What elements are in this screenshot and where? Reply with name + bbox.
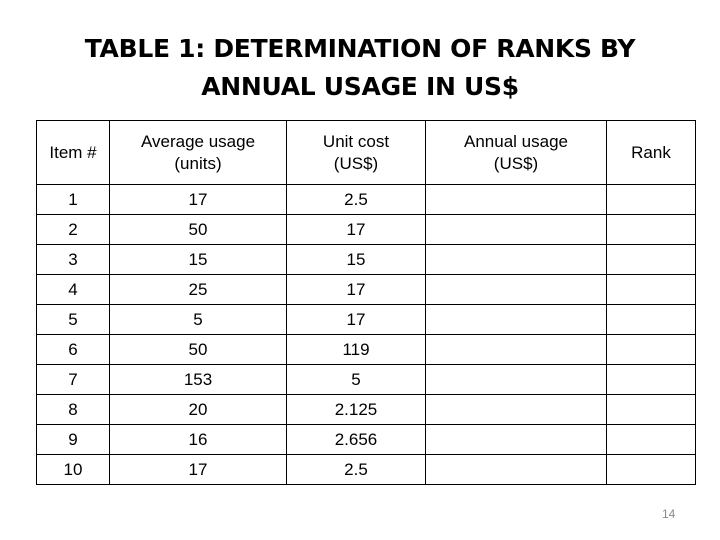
ranks-table — [36, 120, 696, 485]
cell-rank — [607, 275, 696, 305]
cell-average-usage: 50 — [110, 335, 287, 365]
table-row — [37, 305, 696, 335]
table-row — [37, 425, 696, 455]
cell-unit-cost: 119 — [287, 335, 426, 365]
cell-unit-cost: 2.5 — [287, 455, 426, 485]
cell-annual-usage — [426, 245, 607, 275]
header-annual-usage-line-1: Annual usage — [464, 131, 568, 151]
header-item-number — [37, 121, 110, 185]
cell-annual-usage — [426, 455, 607, 485]
cell-item-number: 4 — [37, 275, 110, 305]
cell-annual-usage — [426, 395, 607, 425]
page-number: 14 — [662, 507, 676, 521]
header-average-usage-line-1: Average usage — [140, 131, 256, 151]
cell-item-number: 6 — [37, 335, 110, 365]
header-annual-usage — [426, 121, 607, 185]
cell-unit-cost: 17 — [287, 275, 426, 305]
cell-rank — [607, 185, 696, 215]
table-row — [37, 275, 696, 305]
cell-rank — [607, 245, 696, 275]
cell-annual-usage — [426, 305, 607, 335]
header-average-usage-line-2: (units) — [174, 153, 222, 173]
cell-unit-cost: 2.656 — [287, 425, 426, 455]
cell-rank — [607, 215, 696, 245]
cell-item-number: 1 — [37, 185, 110, 215]
cell-item-number: 9 — [37, 425, 110, 455]
header-unit-cost-line-1: Unit cost — [322, 131, 390, 151]
cell-rank — [607, 395, 696, 425]
cell-annual-usage — [426, 425, 607, 455]
cell-average-usage: 17 — [110, 455, 287, 485]
cell-rank — [607, 425, 696, 455]
header-rank — [607, 121, 696, 185]
cell-item-number: 10 — [37, 455, 110, 485]
header-unit-cost-line-2: (US$) — [333, 153, 379, 173]
header-average-usage — [110, 121, 287, 185]
header-rank-label: Rank — [631, 142, 671, 162]
cell-annual-usage — [426, 275, 607, 305]
cell-item-number: 7 — [37, 365, 110, 395]
cell-unit-cost: 17 — [287, 305, 426, 335]
cell-unit-cost: 17 — [287, 215, 426, 245]
cell-unit-cost: 15 — [287, 245, 426, 275]
cell-average-usage: 15 — [110, 245, 287, 275]
cell-rank — [607, 305, 696, 335]
cell-average-usage: 50 — [110, 215, 287, 245]
cell-annual-usage — [426, 365, 607, 395]
table-row — [37, 395, 696, 425]
cell-average-usage: 17 — [110, 185, 287, 215]
table-row — [37, 185, 696, 215]
cell-rank — [607, 365, 696, 395]
table-row — [37, 245, 696, 275]
header-unit-cost — [287, 121, 426, 185]
cell-rank — [607, 335, 696, 365]
cell-item-number: 2 — [37, 215, 110, 245]
table-row — [37, 215, 696, 245]
cell-item-number: 3 — [37, 245, 110, 275]
header-item-number-label: Item # — [49, 142, 97, 162]
table-row — [37, 455, 696, 485]
cell-average-usage: 16 — [110, 425, 287, 455]
cell-rank — [607, 455, 696, 485]
cell-average-usage: 153 — [110, 365, 287, 395]
cell-unit-cost: 2.125 — [287, 395, 426, 425]
cell-average-usage: 20 — [110, 395, 287, 425]
table-row — [37, 365, 696, 395]
table-row — [37, 335, 696, 365]
cell-annual-usage — [426, 215, 607, 245]
cell-annual-usage — [426, 335, 607, 365]
cell-item-number: 5 — [37, 305, 110, 335]
cell-average-usage: 25 — [110, 275, 287, 305]
slide-title-line-2: ANNUAL USAGE IN US$ — [201, 72, 519, 101]
cell-average-usage: 5 — [110, 305, 287, 335]
table-header-row — [37, 121, 696, 185]
slide-title — [0, 30, 720, 106]
cell-unit-cost: 5 — [287, 365, 426, 395]
cell-item-number: 8 — [37, 395, 110, 425]
slide-title-line-1: TABLE 1: DETERMINATION OF RANKS BY — [84, 34, 636, 63]
cell-annual-usage — [426, 185, 607, 215]
cell-unit-cost: 2.5 — [287, 185, 426, 215]
header-annual-usage-line-2: (US$) — [493, 153, 539, 173]
